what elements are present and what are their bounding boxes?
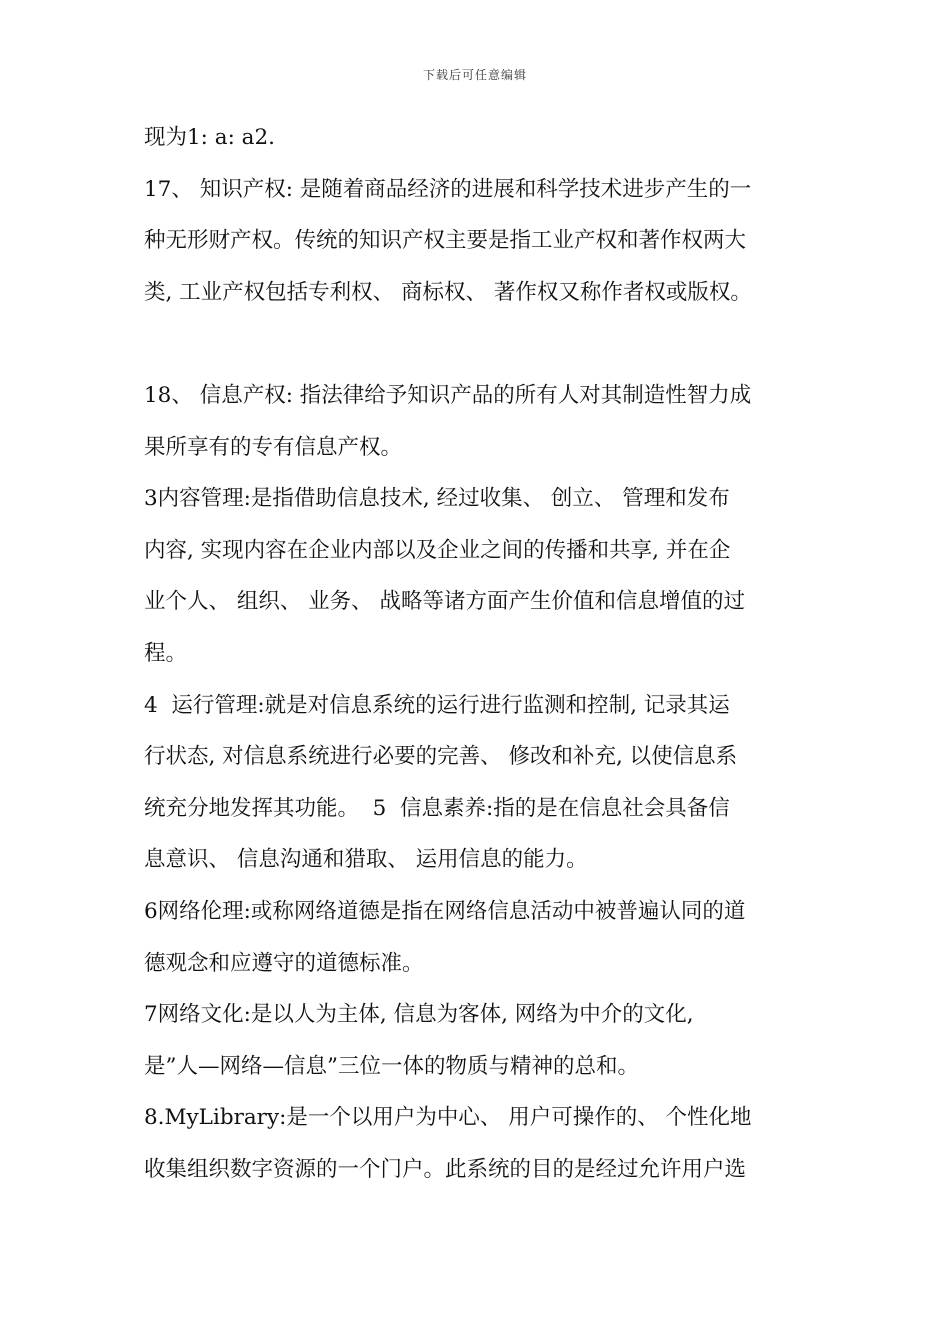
text-line: 17、 知识产权: 是随着商品经济的进展和科学技术进步产生的一 bbox=[144, 176, 752, 202]
text-line: 德观念和应遵守的道德标准。 bbox=[144, 950, 424, 976]
text-line: 类, 工业产权包括专利权、 商标权、 著作权又称作者权或版权。 bbox=[144, 279, 752, 305]
text-line: 是”人—网络—信息”三位一体的物质与精神的总和。 bbox=[144, 1053, 639, 1079]
text-line: 3内容管理:是指借助信息技术, 经过收集、 创立、 管理和发布 bbox=[144, 486, 730, 512]
text-line: 收集组织数字资源的一个门户。此系统的目的是经过允许用户选 bbox=[144, 1156, 747, 1182]
text-line: 果所享有的专有信息产权。 bbox=[144, 434, 403, 460]
text-line: 业个人、 组织、 业务、 战略等诸方面产生价值和信息增值的过 bbox=[144, 589, 746, 615]
page-header: 下载后可任意编辑 bbox=[422, 68, 527, 82]
text-line: 现为1: a: a2. bbox=[144, 125, 275, 150]
text-line: 行状态, 对信息系统进行必要的完善、 修改和补充, 以使信息系 bbox=[144, 744, 738, 770]
text-line: 8.MyLibrary:是一个以用户为中心、 用户可操作的、 个性化地 bbox=[144, 1105, 752, 1131]
text-line: 程。 bbox=[144, 640, 188, 666]
text-line: 息意识、 信息沟通和猎取、 运用信息的能力。 bbox=[144, 847, 588, 873]
text-line: 统充分地发挥其功能。 5 信息素养:指的是在信息社会具备信 bbox=[144, 795, 730, 821]
text-line: 种无形财产权。传统的知识产权主要是指工业产权和著作权两大 bbox=[144, 228, 747, 254]
text-line: 4 运行管理:就是对信息系统的运行进行监测和控制, 记录其运 bbox=[144, 692, 730, 718]
blank-line bbox=[144, 318, 816, 370]
text-line: 内容, 实现内容在企业内部以及企业之间的传播和共享, 并在企 bbox=[144, 537, 731, 563]
text-line: 18、 信息产权: 指法律给予知识产品的所有人对其制造性智力成 bbox=[144, 382, 752, 408]
document-body bbox=[144, 112, 816, 1195]
text-line: 7网络文化:是以人为主体, 信息为客体, 网络为中介的文化, bbox=[144, 1002, 694, 1028]
text-line: 6网络伦理:或称网络道德是指在网络信息活动中被普遍认同的道 bbox=[144, 898, 746, 924]
